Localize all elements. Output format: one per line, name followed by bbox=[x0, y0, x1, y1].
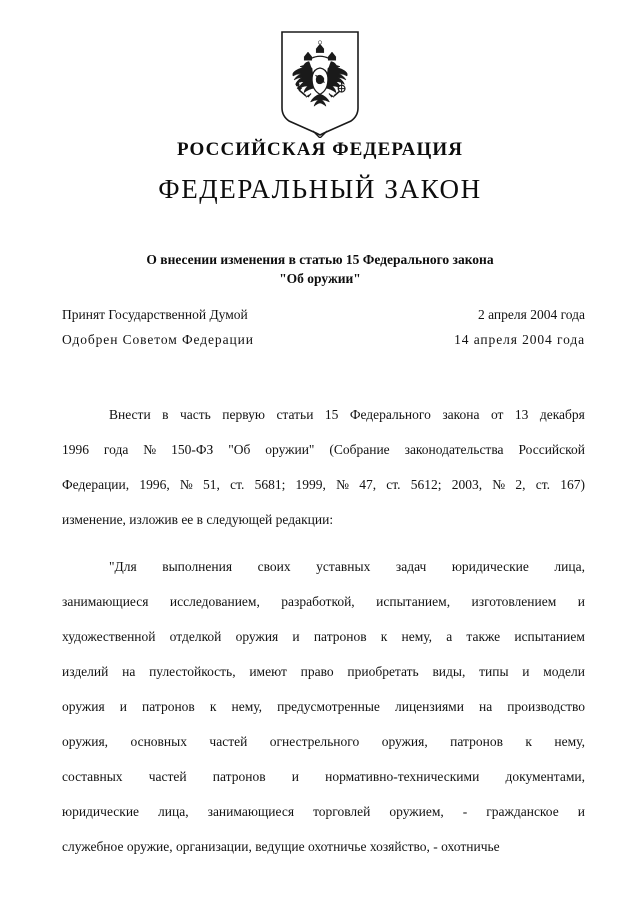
text-line: изменение, изложив ее в следующей редакции: bbox=[62, 512, 334, 527]
russian-coat-of-arms-icon bbox=[279, 30, 361, 138]
text-word: и bbox=[522, 664, 530, 679]
text-word: и bbox=[577, 594, 585, 609]
text-word: 1996, bbox=[139, 477, 170, 492]
law-subtitle-line-1: О внесении изменения в статью 15 Федерального закона bbox=[146, 252, 494, 267]
text-word: право bbox=[300, 664, 334, 679]
text-word: выполнения bbox=[162, 559, 233, 574]
text-word: оружия bbox=[235, 629, 279, 644]
text-line bbox=[62, 554, 585, 589]
text-word: оружии" bbox=[265, 442, 315, 457]
text-word: Федерального bbox=[349, 407, 431, 422]
text-line bbox=[62, 799, 585, 834]
text-word: статьи bbox=[276, 407, 314, 422]
text-word: частей bbox=[148, 769, 187, 784]
text-word: № bbox=[143, 442, 157, 457]
country-title: РОССИЙСКАЯ ФЕДЕРАЦИЯ bbox=[176, 139, 464, 160]
text-word: года bbox=[103, 442, 129, 457]
text-word: виды, bbox=[432, 664, 466, 679]
text-word: оружием, bbox=[389, 804, 444, 819]
text-line bbox=[62, 472, 585, 507]
text-word: юридические bbox=[451, 559, 529, 574]
text-word: 2, bbox=[515, 477, 526, 492]
text-word: "Для bbox=[109, 559, 137, 574]
text-word: в bbox=[162, 407, 169, 422]
text-word: 150-ФЗ bbox=[171, 442, 214, 457]
adoption-row-duma bbox=[62, 308, 585, 322]
text-line bbox=[62, 437, 585, 472]
adoption-info bbox=[62, 308, 585, 357]
text-word: предусмотренные bbox=[277, 699, 380, 714]
text-line bbox=[62, 589, 585, 624]
text-word: лица, bbox=[554, 559, 585, 574]
text-word: 13 bbox=[514, 407, 529, 422]
text-word: испытанием bbox=[514, 629, 585, 644]
text-word: задач bbox=[395, 559, 427, 574]
text-word: отделкой bbox=[169, 629, 222, 644]
text-word: на bbox=[479, 699, 493, 714]
text-word: испытанием, bbox=[376, 594, 451, 609]
text-word: и bbox=[577, 804, 585, 819]
text-word: огнестрельного bbox=[269, 734, 360, 749]
text-word: модели bbox=[543, 664, 585, 679]
text-word: частей bbox=[209, 734, 248, 749]
text-word: разработкой, bbox=[281, 594, 355, 609]
text-word: Внести bbox=[109, 407, 151, 422]
text-word: к bbox=[209, 699, 217, 714]
text-word: патронов bbox=[450, 734, 503, 749]
text-word: изготовлением bbox=[471, 594, 557, 609]
text-word: Федерации, bbox=[62, 477, 130, 492]
text-word: своих bbox=[257, 559, 291, 574]
text-word: изделий bbox=[62, 664, 109, 679]
text-word: патронов bbox=[212, 769, 266, 784]
text-word: торговлей bbox=[313, 804, 371, 819]
text-word: исследованием, bbox=[169, 594, 260, 609]
text-word: патронов bbox=[313, 629, 367, 644]
text-word: 2003, bbox=[451, 477, 483, 492]
text-line bbox=[62, 624, 585, 659]
adoption-label-duma: Принят Государственной Думой bbox=[62, 307, 248, 322]
text-word: производство bbox=[507, 699, 585, 714]
text-word: занимающиеся bbox=[207, 804, 295, 819]
text-word: нему, bbox=[401, 629, 433, 644]
text-word: типы bbox=[479, 664, 509, 679]
text-word: 167) bbox=[560, 477, 585, 492]
text-word: законодательства bbox=[404, 442, 504, 457]
text-word: к bbox=[380, 629, 388, 644]
text-word: документами, bbox=[505, 769, 585, 784]
document-header bbox=[0, 140, 640, 205]
text-word: № bbox=[179, 477, 193, 492]
text-word: 1996 bbox=[62, 442, 89, 457]
text-word: оружия bbox=[62, 699, 105, 714]
law-subtitle-line-2: "Об оружии" bbox=[279, 271, 361, 287]
text-word: 5681; bbox=[254, 477, 286, 492]
text-word: приобретать bbox=[347, 664, 419, 679]
text-word: юридические bbox=[62, 804, 140, 819]
text-word: лица, bbox=[158, 804, 189, 819]
text-line bbox=[62, 764, 585, 799]
text-word: ст. bbox=[386, 477, 401, 492]
text-word: 1999, bbox=[295, 477, 326, 492]
paragraph-intro bbox=[62, 402, 585, 542]
text-line bbox=[62, 402, 585, 437]
text-line: служебное оружие, организации, ведущие охотничье хозяйство, - охотничье bbox=[62, 839, 500, 854]
text-word: и bbox=[292, 629, 300, 644]
text-word: декабря bbox=[539, 407, 585, 422]
text-word: нему, bbox=[554, 734, 585, 749]
text-word: к bbox=[525, 734, 532, 749]
text-word: также bbox=[466, 629, 501, 644]
document-body bbox=[62, 402, 585, 881]
text-word: 47, bbox=[359, 477, 377, 492]
text-word: и bbox=[119, 699, 127, 714]
adoption-label-council: Одобрен Советом Федерации bbox=[62, 331, 254, 347]
text-word: 15 bbox=[324, 407, 339, 422]
text-line bbox=[62, 729, 585, 764]
text-word: патронов bbox=[142, 699, 195, 714]
coat-of-arms-container bbox=[0, 30, 640, 138]
text-word: лицензиями bbox=[395, 699, 464, 714]
text-word: ст. bbox=[535, 477, 550, 492]
text-word: закона bbox=[442, 407, 480, 422]
text-word: гражданское bbox=[486, 804, 559, 819]
text-word: основных bbox=[130, 734, 187, 749]
adoption-date-council: 14 апреля 2004 года bbox=[454, 331, 585, 347]
text-word: уставных bbox=[316, 559, 371, 574]
text-word: - bbox=[462, 804, 468, 819]
text-word: № bbox=[336, 477, 349, 492]
text-line bbox=[62, 694, 585, 729]
text-word: от bbox=[490, 407, 504, 422]
text-word: художественной bbox=[62, 629, 156, 644]
text-word: 51, bbox=[203, 477, 220, 492]
text-word: ст. bbox=[230, 477, 245, 492]
adoption-row-council bbox=[62, 333, 585, 347]
text-word: № bbox=[492, 477, 506, 492]
text-line bbox=[62, 659, 585, 694]
text-word: оружия, bbox=[381, 734, 428, 749]
text-word: Российской bbox=[518, 442, 585, 457]
text-word: "Об bbox=[228, 442, 251, 457]
text-word: нормативно-техническими bbox=[325, 769, 480, 784]
text-word: а bbox=[446, 629, 453, 644]
text-word: имеют bbox=[249, 664, 287, 679]
text-word: часть bbox=[179, 407, 211, 422]
text-word: оружия, bbox=[62, 734, 109, 749]
text-word: нему, bbox=[231, 699, 263, 714]
text-word: и bbox=[291, 769, 299, 784]
text-word: на bbox=[122, 664, 136, 679]
text-word: составных bbox=[62, 769, 123, 784]
text-word: (Собрание bbox=[329, 442, 390, 457]
adoption-date-duma: 2 апреля 2004 года bbox=[477, 307, 585, 322]
document-type-title: ФЕДЕРАЛЬНЫЙ ЗАКОН bbox=[158, 173, 482, 204]
text-word: занимающиеся bbox=[62, 594, 149, 609]
text-word: 5612; bbox=[410, 477, 442, 492]
law-subtitle bbox=[70, 250, 570, 288]
text-word: первую bbox=[222, 407, 265, 422]
text-word: пулестойкость, bbox=[149, 664, 236, 679]
paragraph-amendment bbox=[62, 554, 585, 869]
